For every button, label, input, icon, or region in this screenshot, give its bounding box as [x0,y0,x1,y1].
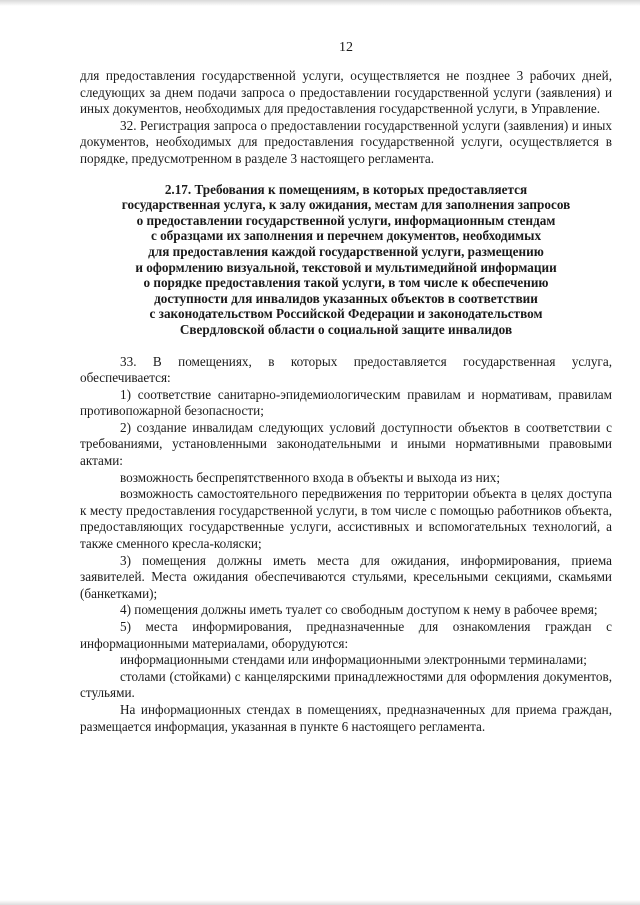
sub-item-tables: столами (стойками) с канцелярскими принадлежностями для оформления документов, стульями. [80,668,612,701]
list-item-2: 2) создание инвалидам следующих условий доступности объектов в соответствии с требованиями, установленными законодательными и иными нормативными правовыми актами: [80,419,612,469]
scan-edge-bottom [0,900,640,905]
sub-item-stands: информационными стендами или информационными электронными терминалами; [120,652,587,668]
page-number: 12 [339,40,353,55]
list-item-4: 4) помещения должны иметь туалет со свободным доступом к нему в рабочее время; [120,602,598,618]
heading-line: для предоставления каждой государственной услуги, размещению [148,243,544,259]
paragraph-32: 32. Регистрация запроса о предоставлении государственной услуги (заявления) и иных документов, необходимых для предоставления государственной услуги, осуществляется в порядке, предусмотренном в разделе 3 настоящего регламента. [80,117,612,166]
sub-item-movement: возможность самостоятельного передвижения по территории объекта в целях доступа к месту предоставления государственной услуги, в том числе с помощью работников объекта, предоставляющих государственные услуги, ассистивных и вспомогательных технологий, а также сменного кресла-коляски; [80,486,612,552]
paragraph-continuation: для предоставления государственной услуги, осуществляется не позднее 3 рабочих дней, следующих за днем подачи запроса о предоставлении государственной услуги (заявления) и иных документов, необходимых для предоставления государственной услуги, в Управление. [80,68,612,117]
heading-line: с образцами их заполнения и перечнем документов, необходимых [150,228,542,244]
heading-line: с законодательством Российской Федерации и законодательством [149,306,543,322]
list-item-1: 1) соответствие санитарно-эпидемиологическим правилам и нормативам, правилам противопожарной безопасности; [80,386,612,419]
heading-line: Свердловской области о социальной защите инвалидов [179,321,513,337]
heading-line: о предоставлении государственной услуги, информационным стендам [136,212,556,228]
paragraph-info-stands: На информационных стендах в помещениях, предназначенных для приема граждан, размещается информация, указанная в пункте 6 настоящего регламента. [80,701,612,734]
paragraph-33: 33. В помещениях, в которых предоставляется государственная услуга, обеспечивается: [80,353,612,386]
sub-item-entry: возможность беспрепятственного входа в объекты и выхода из них; [120,469,501,485]
scan-edge-top [0,0,640,6]
heading-line: и оформлению визуальной, текстовой и мультимедийной информации [135,259,557,275]
document-page [80,40,612,735]
heading-line: государственная услуга, к залу ожидания, местам для заполнения запросов [121,197,571,213]
heading-line: доступности для инвалидов указанных объектов в соответствии [154,290,538,306]
section-heading-2-17 [80,182,612,338]
heading-line: о порядке предоставления такой услуги, в том числе к обеспечению [143,275,549,291]
list-item-5: 5) места информирования, предназначенные для ознакомления граждан с информационными материалами, оборудуются: [80,619,612,651]
heading-line: 2.17. Требования к помещениям, в которых предоставляется [164,181,528,197]
list-item-3: 3) помещения должны иметь места для ожидания, информирования, приема заявителей. Места ожидания обеспечиваются стульями, кресельными секциями, скамьями (банкетками); [80,552,612,601]
